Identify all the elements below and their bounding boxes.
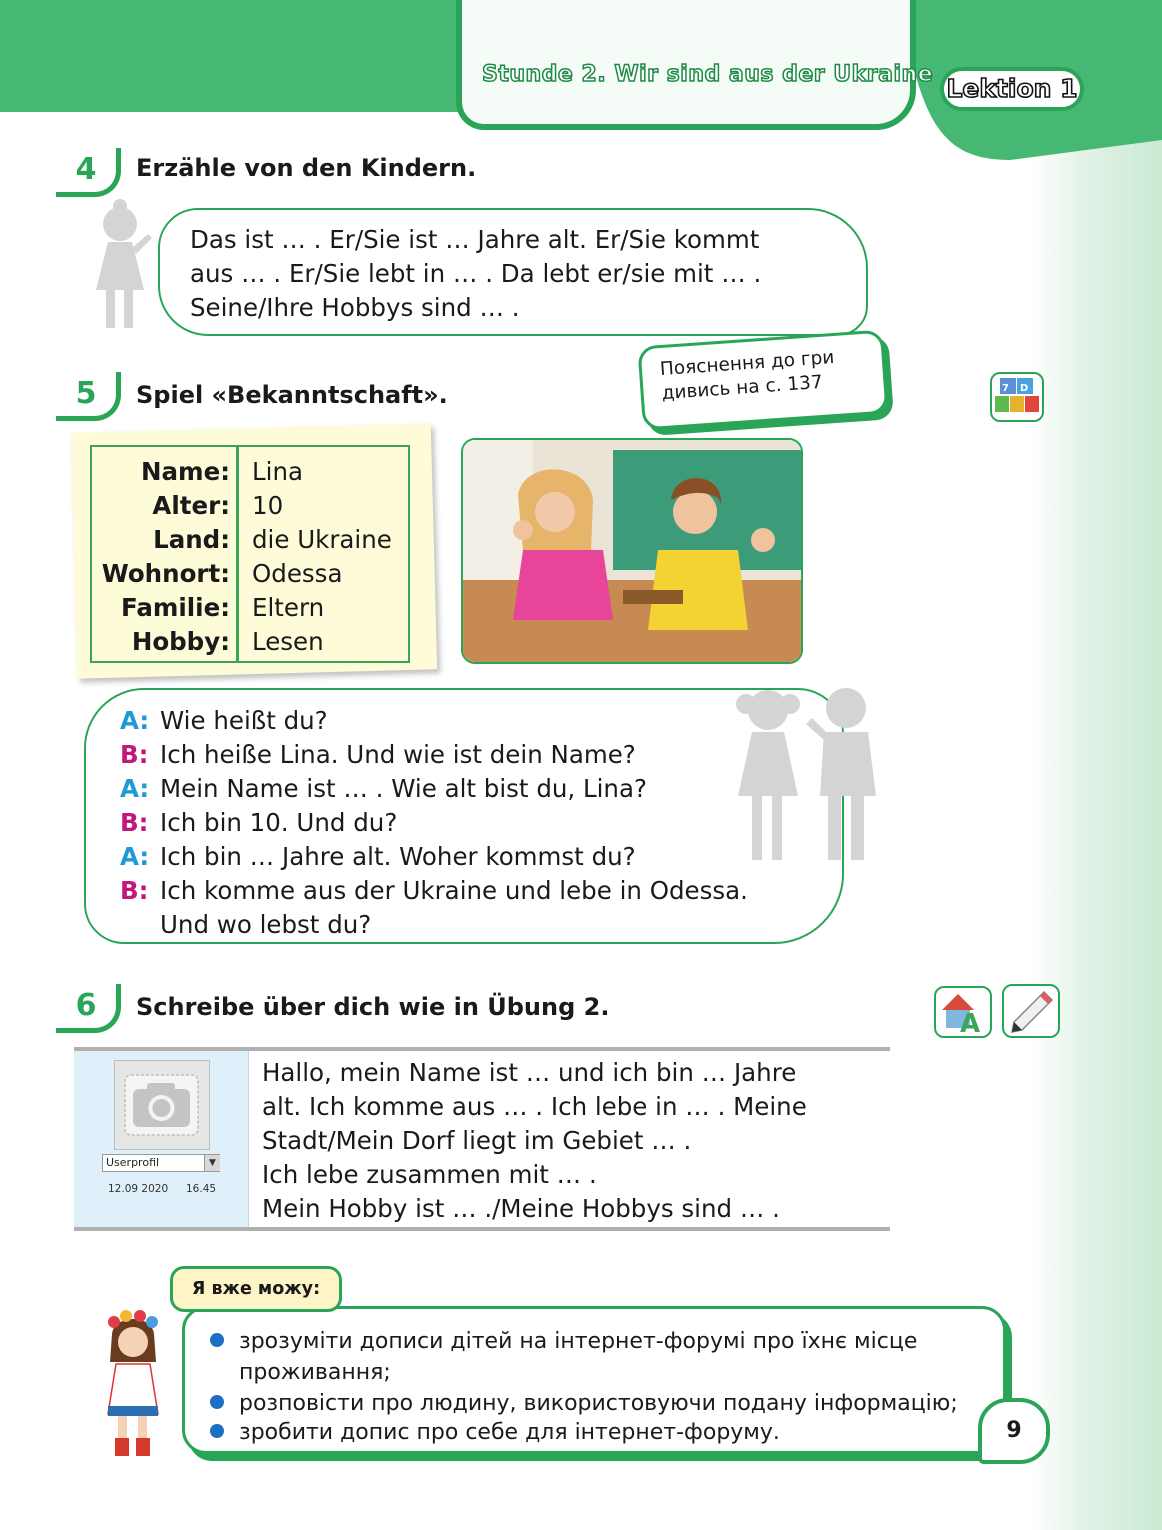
dialog-line: B: Ich komme aus der Ukraine und lebe in Odessa. [120, 876, 748, 905]
avatar-camera-icon[interactable] [114, 1060, 210, 1150]
card-row-name: Name: Lina [141, 457, 303, 486]
dialog-line: A: Wie heißt du? [120, 706, 328, 735]
dialog-line: B: Ich bin 10. Und du? [120, 808, 398, 837]
task4-title: Erzähle von den Kindern. [136, 154, 477, 182]
pencil-icon [1002, 984, 1060, 1038]
dialog-line: Und wo lebst du? [160, 910, 372, 939]
task-number-6: 6 [56, 984, 121, 1033]
profile-card-table [90, 445, 410, 663]
classroom-photo-illustration [463, 440, 801, 662]
classroom-photo [461, 438, 803, 664]
game-note-line-1: Пояснення до гри [659, 346, 836, 381]
page-number: 9 [978, 1398, 1050, 1464]
card-row-wohnort: Wohnort: Odessa [101, 559, 343, 588]
task5-title: Spiel «Bekanntschaft». [136, 381, 448, 409]
kids-silhouette-icon [716, 684, 886, 864]
summary-item-1: зрозуміти дописи дітей на інтернет-форумі про їхнє місце [210, 1327, 917, 1357]
svg-text:D: D [1020, 383, 1029, 394]
card-row-hobby: Hobby: Lesen [131, 627, 324, 656]
svg-text:7: 7 [1002, 383, 1009, 394]
task6-title: Schreibe über dich wie in Übung 2. [136, 993, 610, 1021]
lektion-badge: Lektion 1 [940, 67, 1084, 111]
card-row-land: Land: die Ukraine [153, 525, 392, 554]
card-divider [236, 446, 239, 662]
post-date: 12.09 2020 [108, 1183, 169, 1195]
dialog-line: A: Ich bin … Jahre alt. Woher kommst du? [120, 842, 636, 871]
card-row-familie: Familie: Eltern [121, 593, 325, 622]
dialog-line: A: Mein Name ist … . Wie alt bist du, Lina? [120, 774, 647, 803]
girl-mascot-icon [92, 1310, 174, 1460]
bullet-icon [210, 1395, 224, 1409]
summary-item-1-continued: проживання; [239, 1360, 391, 1385]
forum-line-3: Stadt/Mein Dorf liegt im Gebiet … . [262, 1126, 692, 1155]
task4-line-1: Das ist … . Er/Sie ist … Jahre alt. Er/Sie kommt [190, 225, 760, 254]
task4-line-3: Seine/Ihre Hobbys sind … . [190, 293, 520, 322]
task4-line-2: aus … . Er/Sie lebt in … . Da lebt er/sie mit … . [190, 259, 762, 288]
userprofile-select[interactable]: Userprofil [102, 1154, 220, 1172]
task-number-5: 5 [56, 372, 121, 421]
forum-line-2: alt. Ich komme aus … . Ich lebe in … . Meine [262, 1092, 807, 1121]
blocks-icon [990, 372, 1044, 422]
header-band [0, 0, 460, 112]
forum-line-1: Hallo, mein Name ist … und ich bin … Jahre [262, 1058, 797, 1087]
dialog-line: B: Ich heiße Lina. Und wie ist dein Name? [120, 740, 636, 769]
summary-tag: Я вже можу: [170, 1266, 342, 1312]
forum-line-5: Mein Hobby ist … ./Meine Hobbys sind … . [262, 1194, 780, 1223]
bullet-icon [210, 1424, 224, 1438]
forum-line-4: Ich lebe zusammen mit … . [262, 1160, 597, 1189]
task-number-4: 4 [56, 148, 121, 197]
summary-item-3: зробити допис про себе для інтернет-форуму. [210, 1418, 780, 1448]
summary-item-2: розповісти про людину, використовуючи подану інформацію; [210, 1389, 958, 1419]
page-side-strip [1030, 140, 1162, 1530]
game-note [637, 330, 888, 431]
post-time: 16.45 [186, 1183, 217, 1195]
bullet-icon [210, 1333, 224, 1347]
lesson-title: Stunde 2. Wir sind aus der Ukraine [482, 62, 934, 87]
girl-silhouette-icon [86, 198, 156, 332]
svg-text:A: A [960, 1009, 981, 1036]
chevron-down-icon[interactable]: ▼ [204, 1155, 220, 1171]
card-row-alter: Alter: 10 [152, 491, 284, 520]
house-letter-icon [934, 986, 992, 1038]
game-note-line-2: дивись на с. 137 [660, 371, 824, 405]
